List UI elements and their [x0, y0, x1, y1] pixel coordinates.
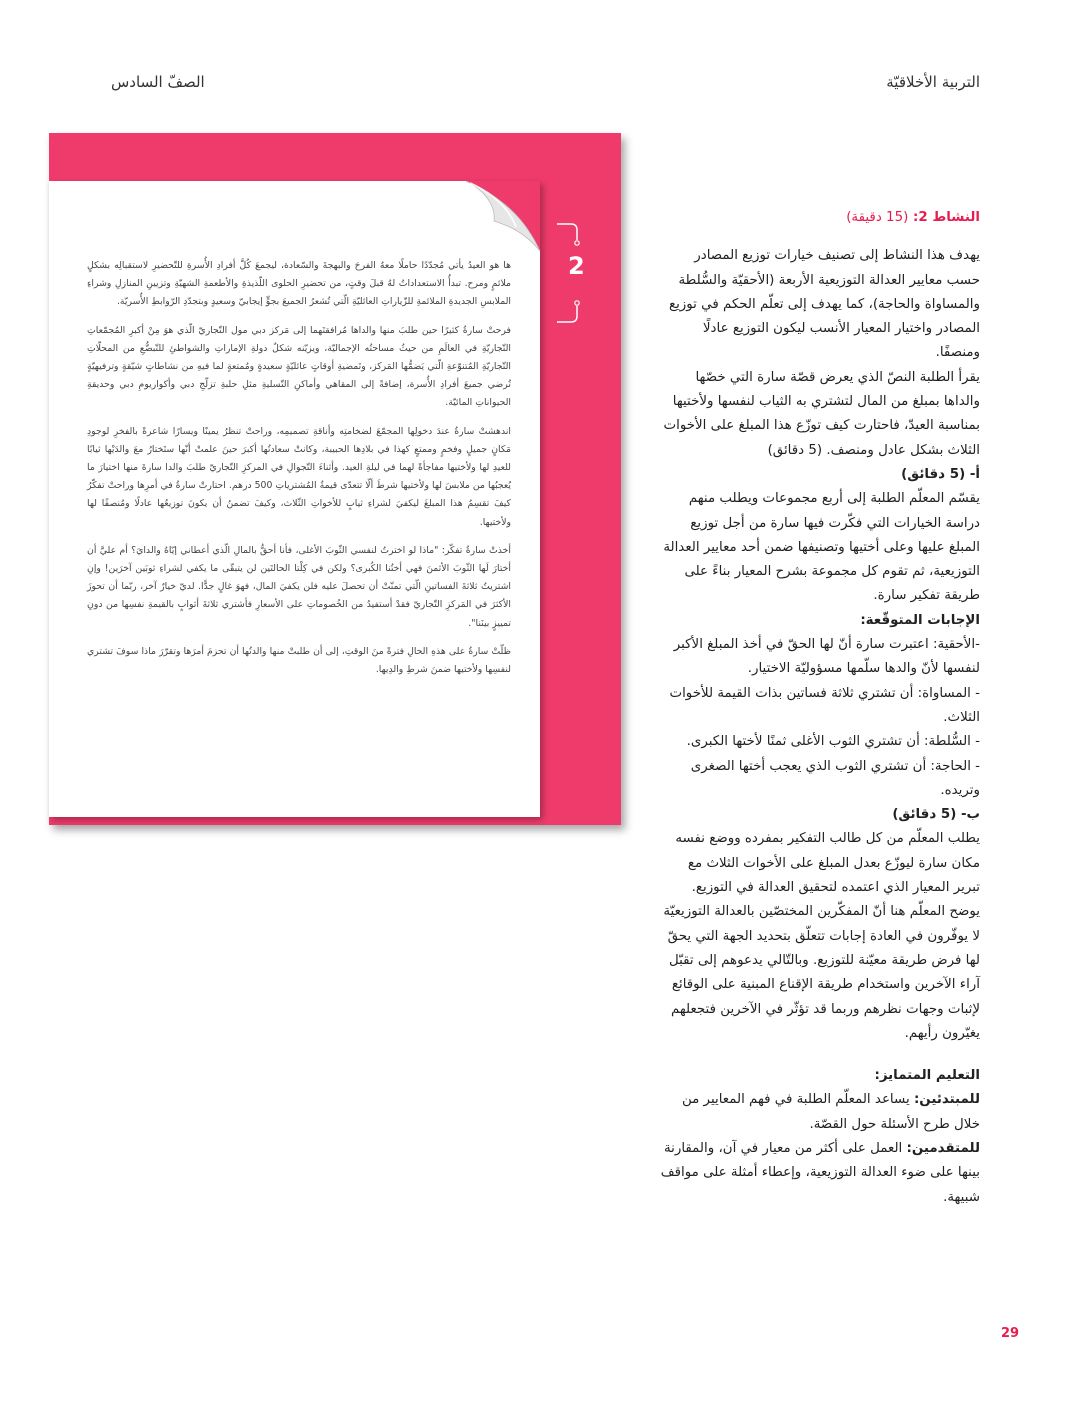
part-b-paragraph: يوضح المعلّم هنا أنّ المفكّرين المختصّين بالعدالة التوزيعيّة لا يوفّرون في العادة إجابات تتعلّق بتحديد الجهة التي يحقّ لها فرض طريقة معيّنة للتوزيع. وبالتّالي يدعوهم إلى تقبّل آراء الآخرين واستخدام طريقة الإقناع المبنية على الوقائع لإثبات وجهات نظرهم وربما قد تؤثّر في الآخرين فتجعلهم يغيّرون رأيهم. — [663, 904, 980, 1041]
story-paragraph: أخذتْ سارةُ تفكّر: "ماذا لو اخترتُ لنفسي الثّوبَ الأغلى، فأنا أحقُّ بالمالِ الّذي أعطاني إيّاهُ والدايَ؟ أم عليَّ أن أختارَ لَها الثّوبَ الأثمنَ فهي أختُنا الكُبرى؟ ولكن في كِلْتا الحالتَين لن يتبقّى ما يكفي لشراءِ ثوبَين آخرَين! وإنِ اشتريتُ ثلاثةَ الفساتينِ الّتي تمنّتْ أن تحصلَ عليه فلن يكفيَ المال، فهوَ غالٍ جدًّا. لديّ خيارٌ آخر، ربّما أن تحوزَ الأكثرَ في المَركزِ التّجاريّ فقدْ أستفيدُ من الخُصوماتِ على الأسعارِ فأشتري ثلاثةَ أثوابٍ بالقيمةِ نفسِها من دونِ تمييزٍ بينَنا". — [87, 544, 511, 629]
advanced-label: للمتقدمين: — [906, 1140, 980, 1156]
activity-badge-number: 2 — [568, 252, 585, 280]
activity-paragraph: يهدف هذا النشاط إلى تصنيف خيارات توزيع المصادر حسب معايير العدالة التوزيعية الأربعة (الأحقيّة والسُّلطة والمساواة والحاجة)، كما يهدف إلى تعلّم الحكم في توزيع المصادر واختيار المعيار الأنسب ليكون التوزيع عادلًا ومنصفًا. — [668, 248, 980, 361]
advanced-item — [660, 1137, 980, 1210]
activity-column — [660, 206, 980, 1210]
beginners-text: يساعد المعلّم الطلبة في فهم المعايير من خلال طرح الأسئلة حول القصّة. — [681, 1092, 980, 1132]
activity-duration: (15 دقيقة) — [846, 210, 909, 225]
part-a-heading: أ- (5 دقائق) — [901, 466, 980, 482]
differentiated-learning-heading: التعليم المتمايز: — [874, 1068, 980, 1084]
story-paragraph: فرحتْ سارةُ كثيرًا حين طلبَ منها والداها مُرافقتَهما إلى مَركز دبي مول التّجاريّ الّذي هوَ مِنْ أكبرِ المُجمّعاتِ التّجاريّةِ في العالَمِ من حيثُ مساحتُه الإجماليّة، ويزيّنه شكلٌ دولةِ الإماراتِ والشواطئِ للتّبضُّعِ من المحلّاتِ التّجاريّةِ المُتنوّعةِ الّتي يَضمُّها المَركز، وتَمضيةِ أوقاتٍ عائليّةٍ سعيدةٍ ومُمتعةٍ لما فيهِ من نشاطاتٍ شيّقةٍ وترفيهيّةٍ تُرضي جميعَ أفرادِ الأُسرة، إضافةً إلى المقاهي وأماكنِ التّسليةِ مثلِ حلبةِ تزلّجِ دبي وأكواريومِ دبي وحديقةِ الحيواناتِ المائيّة. — [87, 324, 511, 409]
part-b-paragraph: يطلب المعلّم من كل طالب التفكير بمفرده ووضع نفسه مكان سارة ليوزّع بعدل المبلغ على الأخوات الثلاث مع تبرير المعيار الذي اعتمده لتحقيق العدالة في التوزيع. — [675, 831, 980, 896]
page-curl-icon — [466, 181, 546, 257]
expected-answer-item: - السُّلطة: أن تشتري الثوب الأغلى ثمنًا لأختها الكبرى. — [686, 734, 980, 750]
part-a-text: يقسّم المعلّم الطلبة إلى أربع مجموعات ويطلب منهم دراسة الخيارات التي فكّرت فيها سارة من أجل توزيع المبلغ عليها وعلى أختيها وتصنيفها ضمن أحد معايير العدالة التوزيعية، ثم تقوم كل مجموعة بشرح المعيار بناءً على طريقة تفكير سارة. — [663, 491, 980, 604]
activity-title — [660, 206, 980, 230]
beginners-item — [660, 1088, 980, 1137]
story-text — [87, 257, 511, 689]
expected-answers-heading: الإجابات المتوقّعة: — [860, 612, 980, 628]
advanced-text: العمل على أكثر من معيار في آن، والمقارنة بينها على ضوء العدالة التوزيعية، وإعطاء أمثلة على مواقف شبيهة. — [660, 1140, 980, 1205]
page-number: 29 — [1001, 1326, 1020, 1341]
expected-answer-item: -الأحقية: اعتبرت سارة أنّ لها الحقّ في أخذ المبلغ الأكبر لنفسها لأنّ والدها سلّمها مسؤوليّة الاختيار. — [673, 637, 980, 677]
story-paragraph: ظلّتْ سارةُ على هذهِ الحالِ فترةً منَ الوقتِ، إلى أن طلبتْ منها والدتُها أن تحزمَ أمرَها وتقرّرَ ماذا سوفَ تشتري لنفسِها ولأختيها ضمنَ شرطِ والدِيها. — [87, 645, 511, 676]
activity-paragraph: يقرأ الطلبة النصّ الذي يعرض قصّة سارة التي خصّها والداها بمبلغ من المال لتشتري به الثياب لنفسها ولأختيها بمناسبة العيدّ، فاحتارت كيف توزّع هذا المبلغ على الأخوات الثلاث بشكل عادل ومنصف. (5 دقائق) — [663, 369, 980, 458]
grade-title: الصفّ السادس — [111, 73, 205, 91]
expected-answer-item: - المساواة: أن تشتري ثلاثة فساتين بذات القيمة للأخوات الثلاث. — [669, 685, 980, 725]
story-paragraph: ها هو العيدُ يأتي مُجدّدًا حاملًا معهُ الفرحَ والبهجةَ والسّعادة، ليجمعَ كُلَّ أفرادِ الأُسرةِ للتّحضيرِ لاستقبالِه بشكلٍ ملائمٍ ومرح. تبدأُ الاستعداداتُ لهُ قبلَ وقتٍ، من تحضيرِ الحلوى اللّذيذةِ والأطعمةِ الشهيّةِ وتزيينِ المنازلِ وشراءِ الملابسِ الجديدةِ الملائمةِ للزّياراتِ العائليّةِ الّتي تُشعرُ الجميعَ بجوٍّ إيجابيّ وسعيدٍ وبتجدّدِ الرّوابطِ الأُسريّة. — [87, 260, 511, 308]
beginners-label: للمبتدئين: — [913, 1092, 980, 1108]
part-b-heading: ب- (5 دقائق) — [892, 807, 980, 823]
activity-title-label: النشاط 2: — [913, 210, 980, 225]
story-paragraph: اندهشتْ سارةُ عندَ دخولِها المجمّعَ لضخامتِه وأناقةِ تصميمِه، وراحتْ تنظرُ يمينًا ويسارًا شاعرةً بالفخرِ لوجودِ مَكانٍ جميلٍ وفخمٍ وممتعٍ كهذا في بلادِها الحبيبة، وكانتْ سعادتُها أكبرَ حينَ علمتْ أنّها ستَختارُ معَ والدَيْها ثيابًا للعيدِ لها ولأختيها مفاجأةً لهما في ليلةِ العيد. وأثناءَ التّجوالِ في المركزِ التّجاريّ طلبَ والدا سارةَ منها اختيارَ ما يُعجبُها من ملابسَ لها ولأختيها شرطَ ألّا تتعدّى قيمةُ المُشترياتِ 500 درهم. احتارتْ سارةُ في أمرِها وراحتْ تفكّرُ كيفَ تقسِمُ هذا المبلغَ ليكفيَ لشراءِ ثيابٍ للأخواتِ الثّلاث، وكيفَ تضمنُ أن يكونَ توزيعُها عادلًا ومُنصفًا لها ولأختيها. — [87, 425, 512, 528]
expected-answer-item: - الحاجة: أن تشتري الثوب الذي يعجب أختها الصغرى وتريده. — [690, 758, 980, 798]
subject-title: التربية الأخلاقيّة — [886, 73, 980, 91]
